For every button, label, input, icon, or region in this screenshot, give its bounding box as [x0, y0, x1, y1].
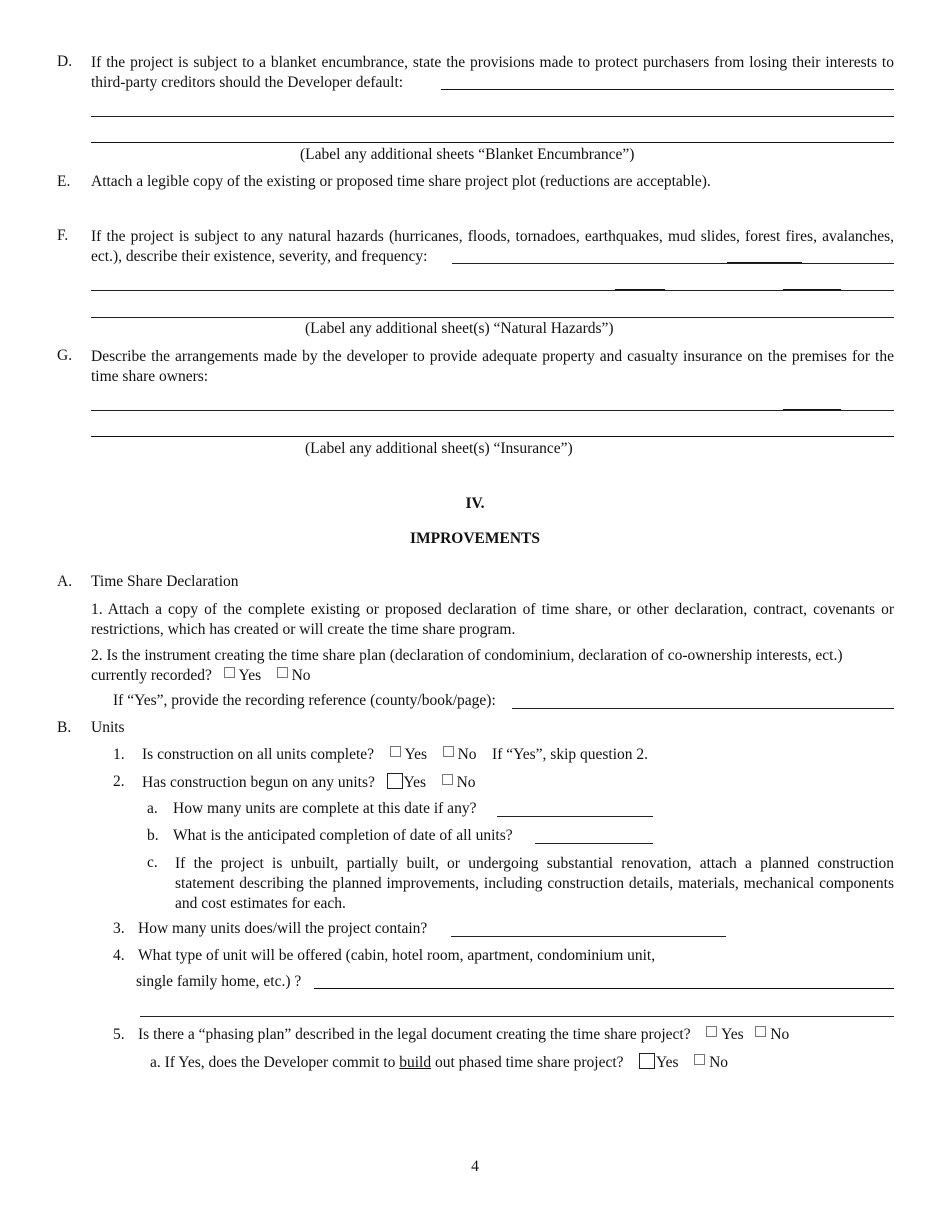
q2c-text: If the project is unbuilt, partially built, or undergoing substantial renovation, attach a planned construction statement describing the planned improvements, including construction details, materials, mechanical components and cost estimates for each.: [175, 855, 894, 912]
section-a-if-yes-label: If “Yes”, provide the recording reference (county/book/page):: [113, 692, 496, 709]
q2c-letter: c.: [147, 854, 158, 871]
q4-text-line-1: What type of unit will be offered (cabin, hotel room, apartment, condominium unit,: [138, 947, 656, 964]
yes-checkbox[interactable]: [224, 667, 235, 678]
section-f-letter: F.: [57, 227, 69, 244]
section-f-answer-line-3[interactable]: [91, 317, 894, 318]
unit-count-field[interactable]: [451, 936, 726, 937]
q4-number: 4.: [113, 947, 125, 964]
section-f-text: If the project is subject to any natural hazards (hurricanes, floods, tornadoes, earthquakes, mud slides, forest fires, avalanches, ect.), describe their existence, severity, and frequency:: [91, 228, 894, 265]
part-title: IMPROVEMENTS: [409, 530, 541, 547]
q2a-text: How many units are complete at this date if any?: [173, 800, 477, 817]
section-f-answer-line-2[interactable]: [91, 290, 894, 291]
unit-type-field[interactable]: [314, 988, 894, 989]
q1-yes-label: Yes: [404, 746, 428, 763]
section-d-text: If the project is subject to a blanket encumbrance, state the provisions made to protect purchasers from losing their interests to third-party creditors should the Developer default:: [91, 54, 894, 91]
q5-yes-label: Yes: [721, 1026, 744, 1043]
section-f-line-mark: [727, 262, 802, 263]
section-a-item-1: 1. Attach a copy of the complete existing or proposed declaration of time share, or other declaration, contract, covenants or restrictions, which has created or will create the time share program.: [91, 601, 894, 638]
no-label: No: [291, 667, 311, 684]
completion-date-field[interactable]: [535, 843, 653, 844]
q1-number: 1.: [113, 746, 125, 763]
q1-no-label: No: [457, 746, 477, 763]
q5-yes-checkbox[interactable]: [706, 1026, 717, 1037]
q2b-letter: b.: [147, 827, 159, 844]
recording-reference-field[interactable]: [512, 708, 894, 709]
q2-no-label: No: [456, 774, 476, 791]
q2-no-checkbox[interactable]: [442, 774, 453, 785]
page-number: 4: [471, 1158, 479, 1175]
q1-no-checkbox[interactable]: [443, 746, 454, 757]
q4-text-line-2: single family home, etc.) ?: [136, 973, 302, 990]
section-g-answer-line-1[interactable]: [91, 410, 894, 411]
q5-row: [138, 1026, 789, 1044]
part-numeral: IV.: [465, 495, 485, 512]
q5-number: 5.: [113, 1026, 125, 1043]
section-f-note: (Label any additional sheet(s) “Natural Hazards”): [305, 320, 614, 337]
section-a-item-2: [91, 646, 894, 686]
section-d-note: (Label any additional sheets “Blanket Encumbrance”): [300, 146, 635, 163]
section-g-answer-line-2[interactable]: [91, 436, 894, 437]
section-a-heading: Time Share Declaration: [91, 573, 239, 590]
q2b-text: What is the anticipated completion of date of all units?: [173, 827, 513, 844]
section-d-answer-line-2[interactable]: [91, 116, 894, 117]
q1-yes-checkbox[interactable]: [390, 746, 401, 757]
units-complete-field[interactable]: [497, 816, 653, 817]
q1-text: Is construction on all units complete?: [142, 746, 375, 763]
q5-no-label: No: [770, 1026, 790, 1043]
q2-yes-label: Yes: [403, 774, 427, 791]
q5a-row: [150, 1053, 728, 1072]
q2-text: Has construction begun on any units?: [142, 774, 375, 791]
q5a-no-checkbox[interactable]: [694, 1054, 705, 1065]
q5a-no-label: No: [709, 1054, 729, 1071]
q2-row: [142, 773, 476, 792]
q1-row: [142, 746, 648, 764]
section-e-letter: E.: [57, 173, 71, 190]
section-a-letter: A.: [57, 573, 73, 590]
section-f-line-mark: [783, 289, 841, 290]
q5a-text-pre: a. If Yes, does the Developer commit to: [150, 1054, 400, 1071]
yes-label: Yes: [238, 667, 262, 684]
q5a-yes-checkbox[interactable]: [639, 1053, 655, 1069]
q5a-yes-label: Yes: [656, 1054, 679, 1071]
q3-number: 3.: [113, 920, 125, 937]
q5-no-checkbox[interactable]: [755, 1026, 766, 1037]
section-d-answer-line-3[interactable]: [91, 142, 894, 143]
section-g-line-mark: [783, 409, 841, 410]
section-a-item-2-text: 2. Is the instrument creating the time share plan (declaration of condominium, declaration of co-ownership interests, ect.) currently recorded?: [91, 647, 843, 684]
section-f-answer-line-1[interactable]: [452, 263, 894, 264]
section-f-line-mark: [615, 289, 665, 290]
section-b-heading: Units: [91, 719, 125, 736]
no-checkbox[interactable]: [277, 667, 288, 678]
section-e-text: Attach a legible copy of the existing or proposed time share project plot (reductions are acceptable).: [91, 173, 711, 190]
q2a-letter: a.: [147, 800, 158, 817]
q1-skip-note: If “Yes”, skip question 2.: [492, 746, 649, 763]
section-g-letter: G.: [57, 347, 73, 364]
section-d-answer-line-1[interactable]: [441, 89, 894, 90]
section-g-note: (Label any additional sheet(s) “Insurance”): [305, 440, 573, 457]
q2-number: 2.: [113, 773, 125, 790]
q5-text: Is there a “phasing plan” described in the legal document creating the time share project?: [138, 1026, 691, 1043]
section-b-letter: B.: [57, 719, 72, 736]
q3-text: How many units does/will the project contain?: [138, 920, 428, 937]
q5a-text-post: out phased time share project?: [431, 1054, 624, 1071]
section-g-text: Describe the arrangements made by the developer to provide adequate property and casualty insurance on the premises for the time share owners:: [91, 348, 894, 385]
section-d-letter: D.: [57, 53, 73, 70]
q5a-text-underlined: build: [399, 1054, 432, 1071]
q2-yes-checkbox[interactable]: [387, 773, 403, 789]
unit-type-field-line-2[interactable]: [140, 1016, 894, 1017]
